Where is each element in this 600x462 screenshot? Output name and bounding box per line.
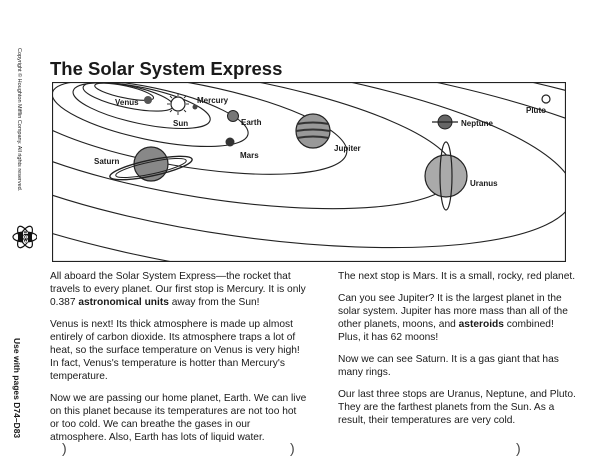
paragraph-saturn: Now we can see Saturn. It is a gas giant that has many rings. xyxy=(338,354,559,378)
page-title: The Solar System Express xyxy=(50,58,283,79)
pluto xyxy=(542,95,550,103)
venus xyxy=(144,96,152,104)
paragraph-jupiter: Can you see Jupiter? It is the largest planet in the solar system. Jupiter has more mass than all of the other planets, moons, and asteroids combined! Plus, it has 62 moons! xyxy=(338,293,568,343)
paragraph-outer-planets: Our last three stops are Uranus, Neptune, and Pluto. They are the farthest planets from the Sun. As a result, their temperatures are very cold. xyxy=(338,389,576,426)
label-jupiter: Jupiter xyxy=(334,144,361,153)
label-saturn: Saturn xyxy=(94,157,120,166)
mercury xyxy=(193,105,198,110)
label-earth: Earth xyxy=(241,118,262,127)
paragraph-venus: Venus is next! Its thick atmosphere is made up almost entirely of carbon dioxide. Its atmosphere traps a lot of heat, so the surface temperature on Venus is very high! In fact, Venus's temperature is hotter than Mercury's temperature. xyxy=(50,319,300,382)
earth xyxy=(228,111,239,122)
paragraph-earth: Now we are passing our home planet, Earth. We can live on this planet because its temperatures are not too hot or too cold. We can breathe the gases in our atmosphere. Also, Earth has lots of liquid water. xyxy=(50,393,307,443)
left-column xyxy=(50,270,308,453)
scan-mark: ) xyxy=(62,440,67,456)
scan-mark: ) xyxy=(290,440,295,456)
term-astronomical-units: astronomical units xyxy=(78,297,169,308)
label-mercury: Mercury xyxy=(197,96,229,105)
label-pluto: Pluto xyxy=(526,106,546,115)
scan-mark: ) xyxy=(516,440,521,456)
use-with-pages: Use with pages D74–D83 xyxy=(12,338,22,439)
page-number-badge xyxy=(9,224,37,250)
paragraph-mars: The next stop is Mars. It is a small, rocky, red planet. xyxy=(338,271,576,282)
label-mars: Mars xyxy=(240,151,259,160)
solar-system-diagram xyxy=(52,82,566,262)
mars xyxy=(226,138,235,147)
label-neptune: Neptune xyxy=(461,119,493,128)
paragraph-mercury: All aboard the Solar System Express—the rocket that travels to every planet. Our first stop is Mercury. It is only 0.387 astronomical units away from the Sun! xyxy=(50,271,306,308)
jupiter xyxy=(296,114,330,148)
page-number: 183 xyxy=(18,232,32,242)
term-asteroids: asteroids xyxy=(458,319,504,330)
label-venus: Venus xyxy=(115,98,139,107)
label-uranus: Uranus xyxy=(470,179,498,188)
label-sun: Sun xyxy=(173,119,189,128)
copyright-notice: Copyright © Houghton Mifflin Company. All rights reserved. xyxy=(16,48,22,192)
right-column xyxy=(338,270,576,436)
